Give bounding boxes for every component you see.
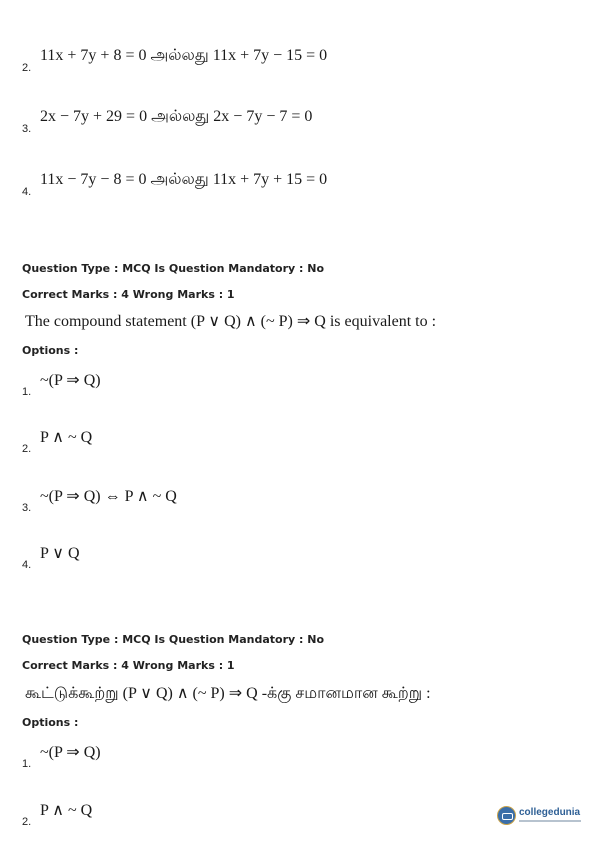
option-number: 3.: [22, 502, 32, 514]
option-number: 1.: [22, 386, 32, 398]
option-text: 11x + 7y + 8 = 0 அல்லது 11x + 7y − 15 = 0: [40, 47, 328, 64]
question-statement: கூட்டுக்கூற்று (P ∨ Q) ∧ (~ P) ⇒ Q -க்கு சமானமான கூற்று :: [25, 685, 431, 702]
question-type-line: Question Type : MCQ Is Question Mandatory : No: [22, 633, 325, 646]
option-row: [0, 480, 595, 520]
option-text: P ∨ Q: [40, 545, 80, 562]
option-text: P ∧ ~ Q: [40, 429, 93, 446]
option-text: ~(P ⇒ Q): [40, 372, 101, 389]
option-number: 1.: [22, 758, 32, 770]
marks-line: Correct Marks : 4 Wrong Marks : 1: [22, 288, 235, 301]
options-label: Options :: [22, 344, 79, 357]
option-text: ~(P ⇒ Q): [40, 744, 101, 761]
option-row: [0, 537, 595, 577]
option-row: [0, 421, 595, 461]
option-text: 11x − 7y − 8 = 0 அல்லது 11x + 7y + 15 = 0: [40, 171, 328, 188]
option-number: 2.: [22, 816, 32, 828]
option-text: 2x − 7y + 29 = 0 அல்லது 2x − 7y − 7 = 0: [40, 108, 313, 125]
logo-name: collegedunia: [519, 807, 581, 818]
question-statement: The compound statement (P ∨ Q) ∧ (~ P) ⇒ Q is equivalent to :: [25, 313, 437, 330]
option-row: [0, 736, 595, 776]
options-label: Options :: [22, 716, 79, 729]
option-number: 2.: [22, 62, 32, 74]
option-row: [0, 40, 595, 80]
option-number: 4.: [22, 559, 32, 571]
option-text: ~(P ⇒ Q) ⇔ P ∧ ~ Q: [40, 488, 177, 505]
option-row: [0, 364, 595, 404]
graduation-cap-icon: [497, 806, 516, 825]
option-number: 4.: [22, 186, 32, 198]
question-type-line: Question Type : MCQ Is Question Mandatory : No: [22, 262, 325, 275]
logo-tagline: [519, 820, 581, 822]
option-number: 2.: [22, 443, 32, 455]
option-row: [0, 164, 595, 204]
collegedunia-logo: [497, 801, 587, 831]
option-text: P ∧ ~ Q: [40, 802, 93, 819]
option-number: 3.: [22, 123, 32, 135]
marks-line: Correct Marks : 4 Wrong Marks : 1: [22, 659, 235, 672]
option-row: [0, 101, 595, 141]
